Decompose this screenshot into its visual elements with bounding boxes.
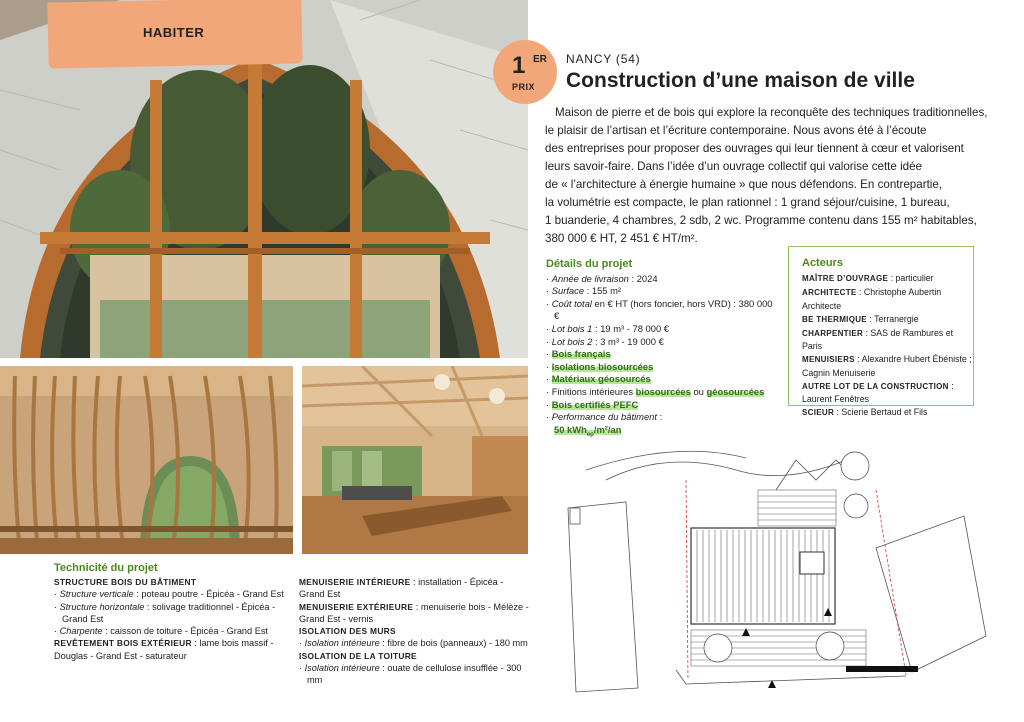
actors-heading: Acteurs [802, 257, 843, 269]
detail-item: · Bois certifiés PEFC [546, 398, 639, 410]
tech-item: · Isolation intérieure : ouate de cellulose insufflée - 300 mm [299, 663, 522, 686]
tech-column-1 [54, 576, 286, 662]
actor-row: CHARPENTIER : SAS de Rambures et Paris [802, 328, 954, 352]
details-heading: Détails du projet [546, 258, 633, 270]
tech-item: · Charpente : caisson de toiture - Épicéa - Grand Est [54, 626, 268, 637]
project-title: Construction d’une maison de ville [566, 69, 915, 92]
actor-row: SCIEUR : Scierie Bertaud et Fils [802, 407, 928, 418]
intro-line: 380 000 € HT, 2 451 € HT/m². [545, 232, 698, 245]
detail-item: · Année de livraison : 2024 [546, 272, 658, 284]
actor-row: MENUISIERS : Alexandre Hubert Ébéniste ; Cagnin Menuiserie [802, 354, 972, 378]
tech-heading: Technicité du projet [54, 562, 158, 574]
detail-item: · Isolations biosourcées [546, 360, 654, 372]
actor-row: MAÎTRE D’OUVRAGE : particulier [802, 273, 934, 284]
actors-box [788, 246, 974, 418]
project-intro [545, 104, 1020, 248]
tech-item: · Structure horizontale : solivage traditionnel - Épicéa - Grand Est [54, 601, 276, 624]
detail-item: · Coût total en € HT (hors foncier, hors VRD) : 380 000 € [546, 297, 773, 322]
intro-line: la volumétrie est compacte, le plan rationnel : 1 grand séjour/cuisine, 1 bureau, [545, 196, 950, 209]
detail-item: · Matériaux géosourcés [546, 373, 651, 385]
intro-line: le plaisir de l’artisan et l’écriture contemporaine. Nous avons été à l’écoute [545, 124, 927, 137]
detail-item: · Bois français [546, 348, 611, 360]
intro-line: Maison de pierre et de bois qui explore la reconquête des techniques traditionnelles, [555, 106, 988, 119]
tech-isolation-murs-heading: ISOLATION DES MURS [299, 626, 396, 637]
prize-number: 1 [512, 52, 526, 79]
actor-row: BE THERMIQUE : Terranergie [802, 313, 919, 324]
detail-item: · Surface : 155 m² [546, 285, 622, 297]
tech-menuiserie-int: MENUISERIE INTÉRIEURE : installation - Épicéa - Grand Est [299, 577, 504, 600]
intro-line: de « l’architecture à énergie humaine » que nous défendons. En contrepartie, [545, 178, 943, 191]
intro-line: leurs savoir-faire. Dans l’idée d’un ouvrage collectif qui valorise cette idée [545, 160, 922, 173]
photo-wood-slats [0, 366, 293, 554]
tech-column-2 [299, 576, 531, 687]
actor-row: AUTRE LOT DE LA CONSTRUCTION : Laurent Fenêtres [802, 380, 954, 405]
tech-structure-heading: STRUCTURE BOIS DU BÂTIMENT [54, 577, 197, 587]
tech-isolation-toit-heading: ISOLATION DE LA TOITURE [299, 650, 417, 661]
intro-line: 1 buanderie, 4 chambres, 2 sdb, 2 wc. Programme contenu dans 155 m² habitables, [545, 214, 977, 227]
site-plan-drawing [546, 440, 992, 710]
photo-interior-dining [302, 366, 528, 554]
prize-suffix: ER [533, 54, 547, 65]
details-section [546, 258, 776, 441]
detail-item: · Finitions intérieures biosourcées ou géosourcées [546, 385, 765, 397]
intro-line: des entreprises pour proposer des ouvrages qui leur tiennent à cœur et valorisent [545, 142, 964, 155]
tech-item: · Structure verticale : poteau poutre - Épicéa - Grand Est [54, 589, 284, 600]
detail-item: · Lot bois 2 : 3 m³ - 19 000 € [546, 335, 664, 347]
category-label: HABITER [143, 25, 205, 40]
prize-label: PRIX [512, 82, 536, 92]
actor-row: ARCHITECTE : Christophe Aubertin Architecte [802, 287, 942, 311]
tech-menuiserie-ext: MENUISERIE EXTÉRIEURE : menuiserie bois - Mélèze - Grand Est - vernis [299, 601, 529, 624]
project-location: NANCY (54) [566, 52, 641, 66]
detail-item: · Lot bois 1 : 19 m³ - 78 000 € [546, 322, 669, 334]
detail-item: · Performance du bâtiment : 50 kWh$_{ep}$/m²/an [546, 411, 663, 438]
tech-revetement: REVÊTEMENT BOIS EXTÉRIEUR : lame bois massif - Douglas - Grand Est - saturateur [54, 638, 274, 661]
tech-item: · Isolation intérieure : fibre de bois (panneaux) - 180 mm [299, 638, 528, 649]
